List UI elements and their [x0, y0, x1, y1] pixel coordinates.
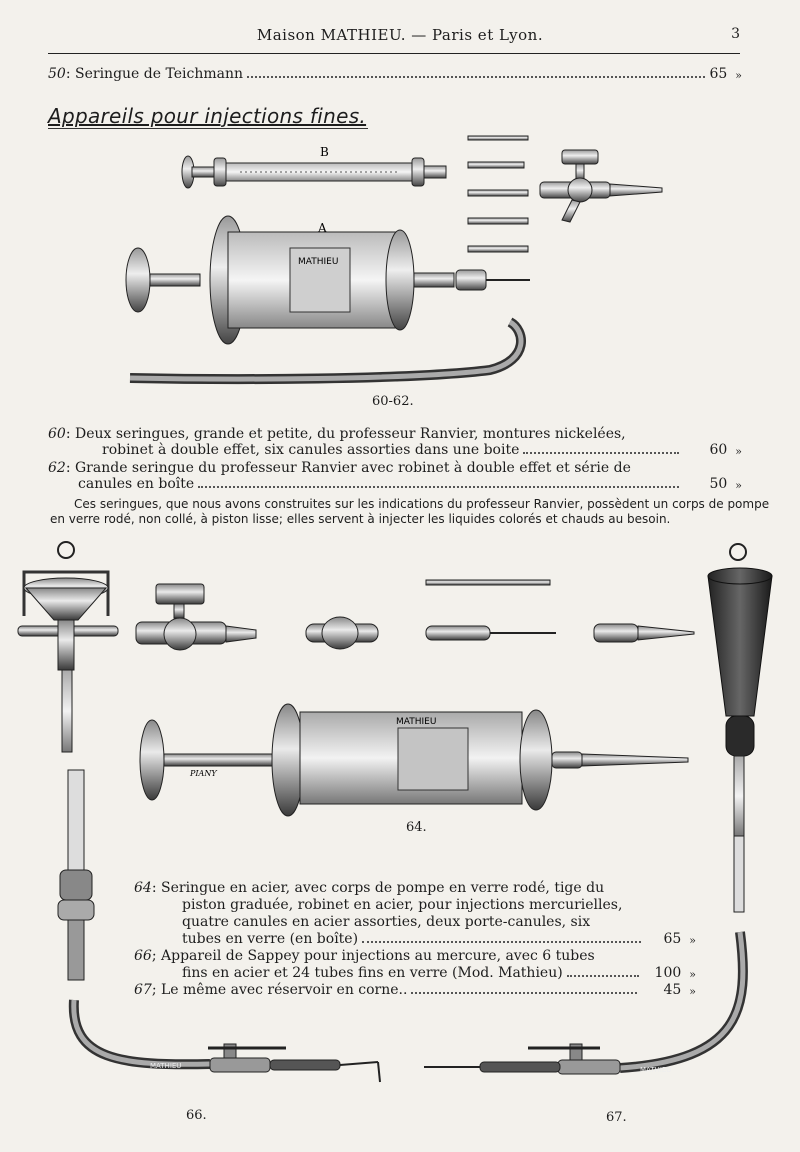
stopcock-2	[136, 584, 256, 650]
item-number: 64	[134, 880, 152, 896]
item-67-row: 67 ; Le même avec réservoir en corne.. 45 »	[134, 982, 696, 998]
brand-stamp-2: MATHIEU	[396, 717, 437, 727]
price-unit: »	[689, 985, 696, 998]
item-66-line1: 66; Appareil de Sappey pour injections au mercure, avec 6 tubes	[134, 948, 595, 964]
figure-ranvier-syringes	[110, 130, 680, 400]
item-number: 67	[134, 982, 152, 998]
item-text: Deux seringues, grande et petite, du professeur Ranvier, montures nickelées,	[75, 426, 626, 442]
item-text: fins en acier et 24 tubes fins en verre (Mod. Mathieu)	[182, 965, 563, 981]
item-number: 60	[48, 426, 66, 442]
item-62-line2	[78, 476, 742, 492]
item-price: 45	[663, 982, 682, 998]
item-64-line1: 64: Seringue en acier, avec corps de pompe en verre rodé, tige du	[134, 880, 605, 896]
large-syringe-a	[126, 216, 530, 344]
brand-stamp: MATHIEU	[298, 257, 339, 267]
item-price: 65	[709, 66, 728, 82]
item-number: 50	[48, 66, 66, 82]
price-unit: »	[689, 968, 696, 981]
price-unit: »	[735, 69, 742, 82]
figure-caption-60-62: 60-62.	[372, 394, 414, 409]
figure-caption-64: 64.	[406, 820, 427, 835]
price-unit: »	[735, 479, 742, 492]
leader-dots	[523, 452, 679, 454]
item-50-row: 50 : Seringue de Teichmann 65 »	[48, 66, 742, 82]
olive-connector	[306, 617, 378, 649]
cannulas	[468, 136, 528, 252]
section-title: Appareils pour injections fines.	[48, 104, 367, 128]
note-line2: en verre rodé, non collé, à piston lisse; elles servent à injecter les liquides colorés et chauds au besoin.	[50, 512, 671, 526]
mercury-reservoir-steel	[18, 542, 118, 752]
item-62-line1: 62: Grande seringue du professeur Ranvier avec robinet à double effet et série de	[48, 460, 631, 476]
item-number: 66	[134, 948, 152, 964]
item-64-line3: quatre canules en acier assorties, deux porte-canules, six	[182, 914, 591, 930]
item-text: Appareil de Sappey pour injections au mercure, avec 6 tubes	[161, 948, 595, 964]
figure-caption-66: 66.	[186, 1108, 207, 1123]
item-price: 65	[663, 931, 682, 947]
price-unit: »	[735, 445, 742, 458]
engraver-signature: PIANY	[190, 769, 217, 778]
item-number: 62	[48, 460, 66, 476]
item-60-line1: 60: Deux seringues, grande et petite, du professeur Ranvier, montures nickelées,	[48, 426, 626, 442]
note-line1: Ces seringues, que nous avons construites sur les indications du professeur Ranvier, possèdent un corps de pompe	[74, 497, 770, 511]
leader-dots	[247, 76, 705, 78]
item-price: 60	[709, 442, 728, 458]
item-text: Seringue en acier, avec corps de pompe en verre rodé, tige du	[161, 880, 605, 896]
brand-stamp-67: MATHIEU	[640, 1066, 672, 1074]
figure-steel-syringe	[10, 536, 790, 836]
figure-caption-67: 67.	[606, 1110, 627, 1125]
title-underline	[48, 128, 368, 129]
brand-stamp-66: MATHIEU	[150, 1062, 182, 1070]
item-text: Grande seringue du professeur Ranvier avec robinet à double effet et série de	[75, 460, 631, 476]
item-64-line2: piston graduée, robinet en acier, pour injections mercurielles,	[182, 897, 623, 913]
item-60-line2	[102, 442, 742, 458]
stopcock	[540, 150, 662, 222]
item-text: tubes en verre (en boîte)	[182, 931, 359, 947]
item-text: canules en boîte	[78, 476, 195, 492]
item-text: Le même avec réservoir en corne..	[161, 982, 408, 998]
small-syringe-b	[182, 156, 446, 188]
item-text: robinet à double effet, six canules assorties dans une boite	[102, 442, 520, 458]
page-number: 3	[731, 26, 740, 42]
header-rule	[48, 53, 740, 54]
figure-sappey-apparatus	[60, 930, 760, 1100]
item-price: 100	[654, 965, 682, 981]
leader-dots	[198, 486, 679, 488]
label-b: B	[320, 145, 329, 159]
running-header: Maison MATHIEU. — Paris et Lyon.	[256, 26, 544, 44]
figure-glass-tube-right	[730, 836, 760, 916]
mercury-reservoir-horn	[708, 544, 772, 836]
price-unit: »	[689, 934, 696, 947]
item-text: Seringue de Teichmann	[75, 66, 243, 82]
label-a: A	[318, 221, 327, 235]
cannulas-2	[426, 580, 694, 642]
item-price: 50	[709, 476, 728, 492]
